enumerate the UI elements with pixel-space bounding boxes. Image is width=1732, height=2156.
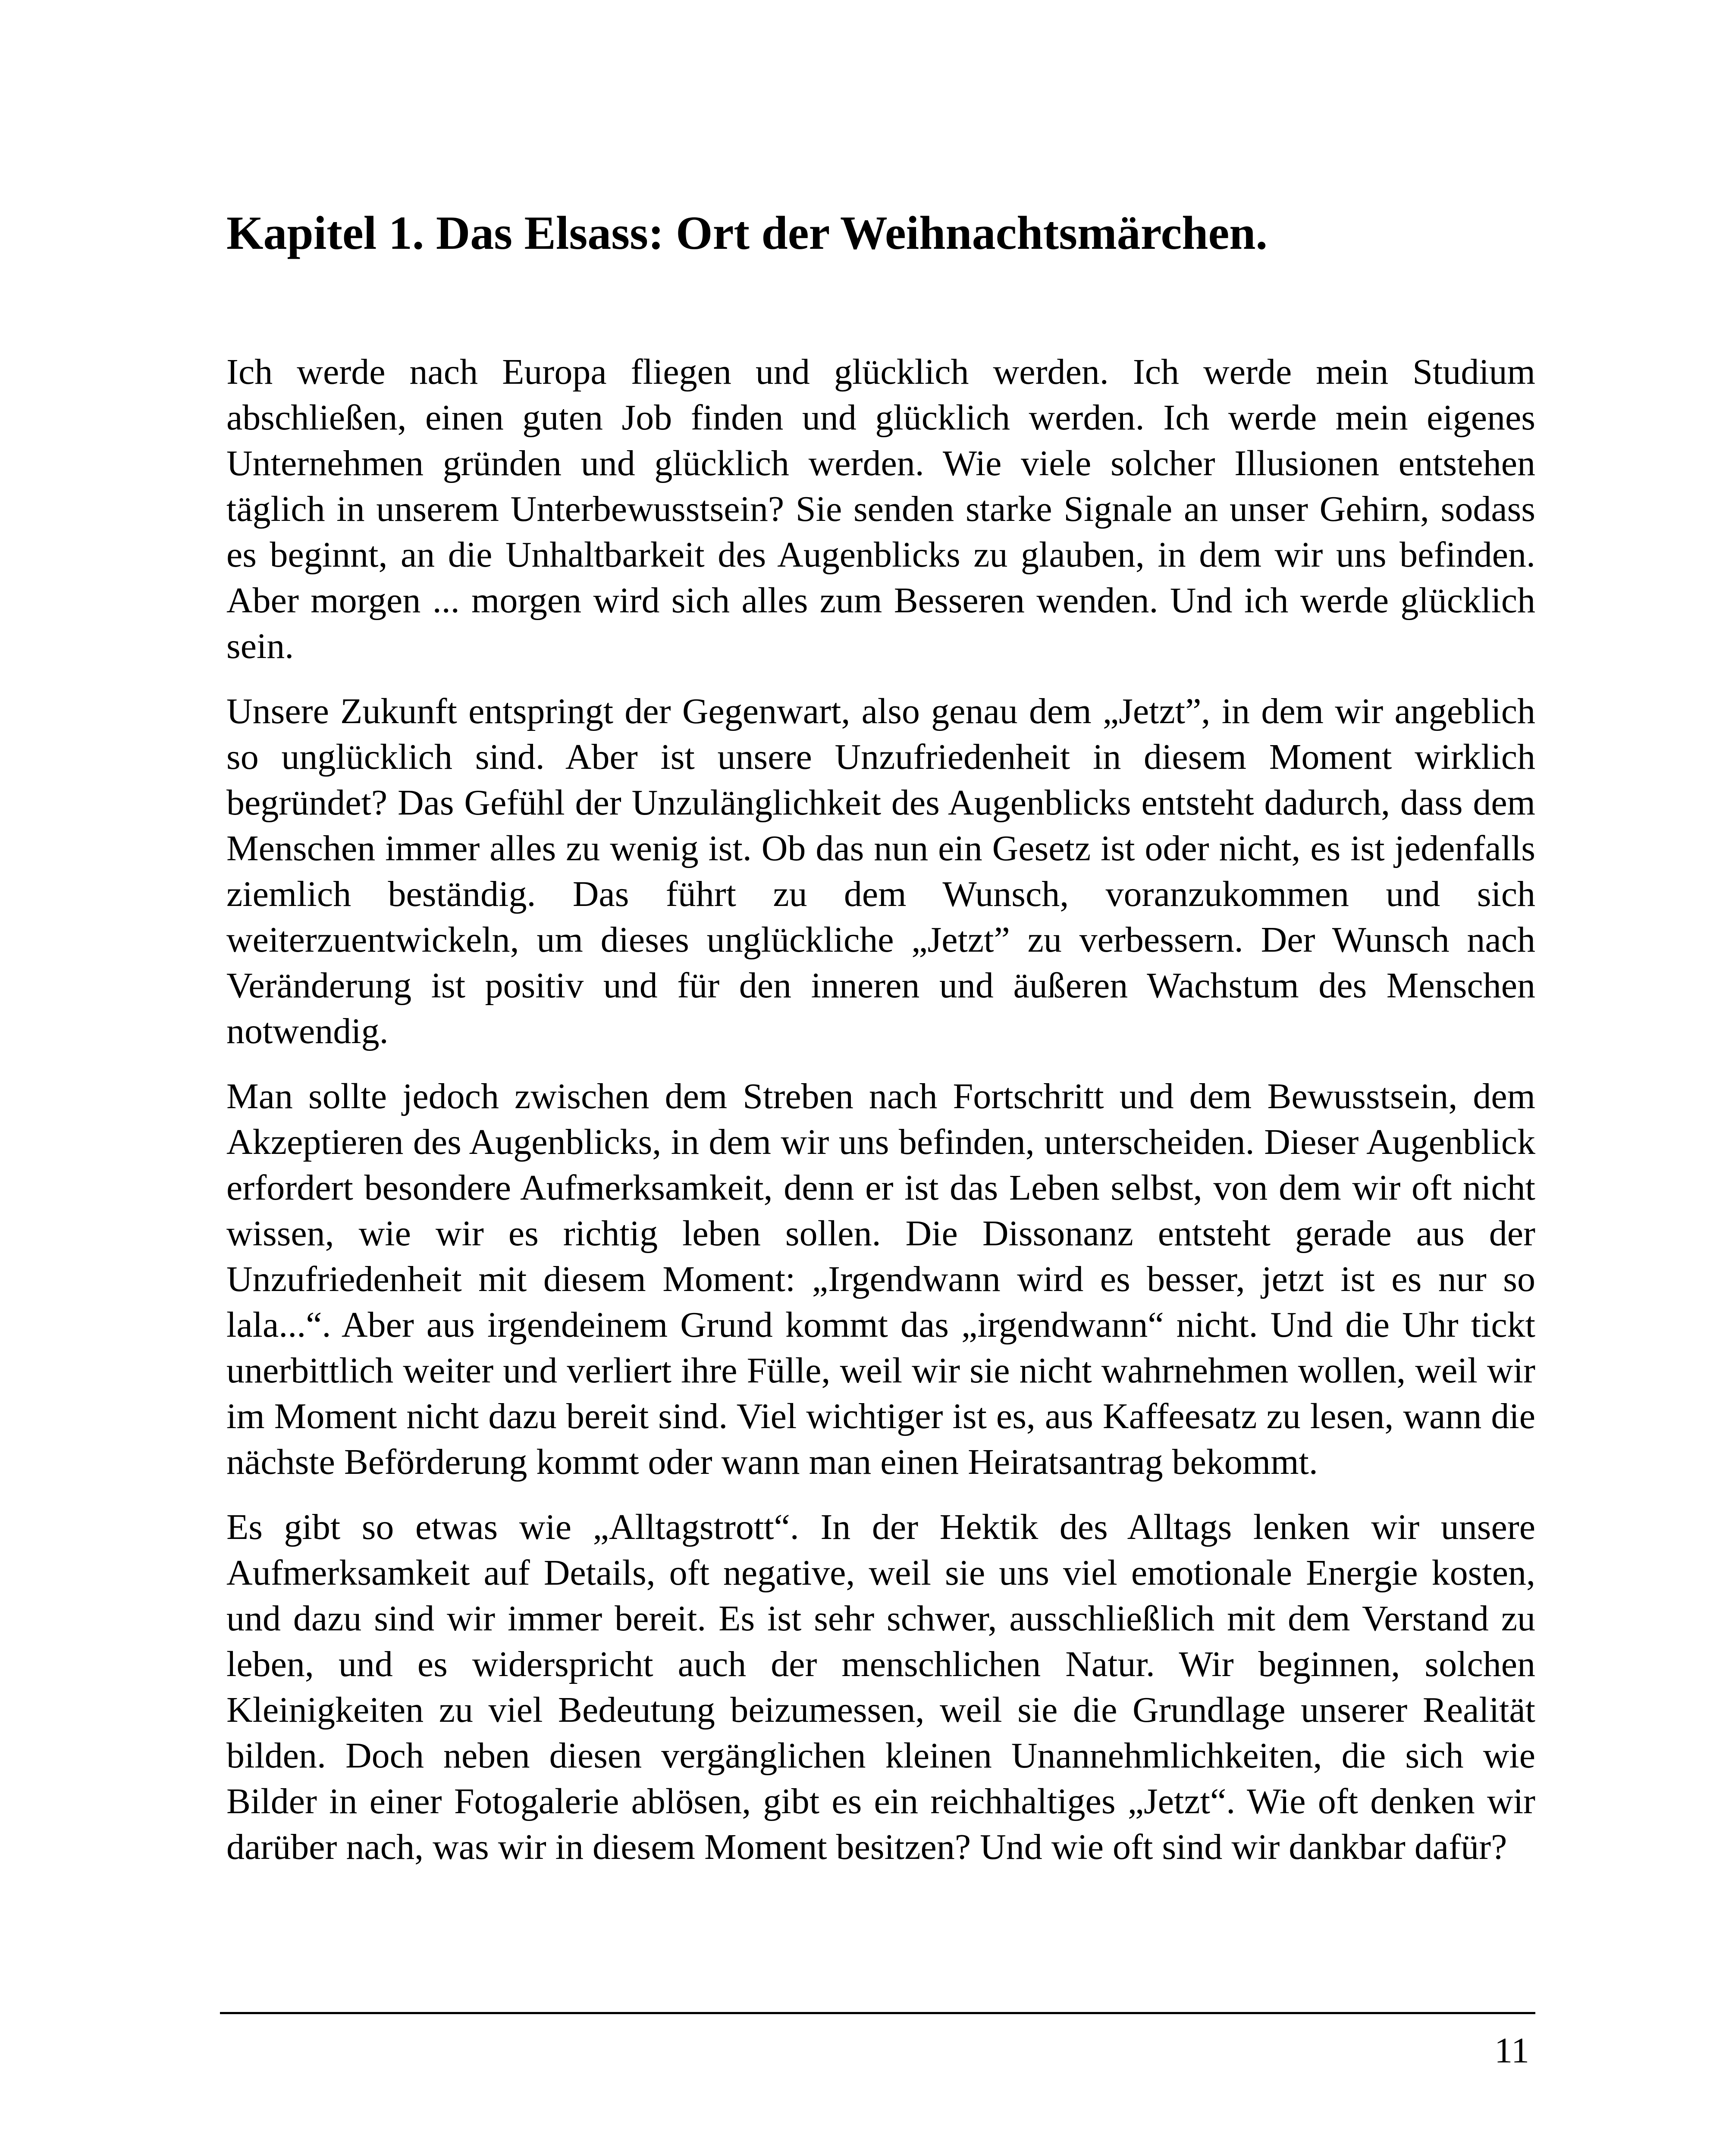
chapter-title: Kapitel 1. Das Elsass: Ort der Weihnachtsmärchen. xyxy=(226,207,1268,259)
paragraph-4: Es gibt so etwas wie „Alltagstrott“. In der Hektik des Alltags lenken wir unsere Aufmerksamkeit auf Details, oft negative, weil sie uns viel emotionale Energie kosten, und dazu sind wir immer bereit. Es ist sehr schwer, ausschließlich mit dem Verstand zu leben, und es widerspricht auch der menschlichen Natur. Wir beginnen, solchen Kleinigkeiten zu viel Bedeutung beizumessen, weil sie die Grundlage unserer Realität bilden. Doch neben diesen vergänglichen kleinen Unannehmlichkeiten, die sich wie Bilder in einer Fotogalerie ablösen, gibt es ein reichhaltiges „Jetzt“. Wie oft denken wir darüber nach, was wir in diesem Moment besitzen? Und wie oft sind wir dankbar dafür? xyxy=(226,1507,1535,1867)
footer-divider xyxy=(220,2012,1535,2014)
page-content xyxy=(226,203,1535,1890)
paragraph-3: Man sollte jedoch zwischen dem Streben nach Fortschritt und dem Bewusstsein, dem Akzeptieren des Augenblicks, in dem wir uns befinden, unterscheiden. Dieser Augenblick erfordert besondere Aufmerksamkeit, denn er ist das Leben selbst, von dem wir oft nicht wissen, wie wir es richtig leben sollen. Die Dissonanz entsteht gerade aus der Unzufriedenheit mit diesem Moment: „Irgendwann wird es besser, jetzt ist es nur so lala...“. Aber aus irgendeinem Grund kommt das „irgendwann“ nicht. Und die Uhr tickt unerbittlich weiter und verliert ihre Fülle, weil wir sie nicht wahrnehmen wollen, weil wir im Moment nicht dazu bereit sind. Viel wichtiger ist es, aus Kaffeesatz zu lesen, wann die nächste Beförderung kommt oder wann man einen Heiratsantrag bekommt. xyxy=(226,1076,1535,1482)
paragraph-1: Ich werde nach Europa fliegen und glücklich werden. Ich werde mein Studium abschließen, einen guten Job finden und glücklich werden. Ich werde mein eigenes Unternehmen gründen und glücklich werden. Wie viele solcher Illusionen entstehen täglich in unserem Unterbewusstsein? Sie senden starke Signale an unser Gehirn, sodass es beginnt, an die Unhaltbarkeit des Augenblicks zu glauben, in dem wir uns befinden. Aber morgen ... morgen wird sich alles zum Besseren wenden. Und ich werde glücklich sein. xyxy=(226,352,1535,666)
page-number: 11 xyxy=(1494,2031,1529,2071)
paragraph-2: Unsere Zukunft entspringt der Gegenwart, also genau dem „Jetzt”, in dem wir angeblich so unglücklich sind. Aber ist unsere Unzufriedenheit in diesem Moment wirklich begründet? Das Gefühl der Unzulänglichkeit des Augenblicks entsteht dadurch, dass dem Menschen immer alles zu wenig ist. Ob das nun ein Gesetz ist oder nicht, es ist jedenfalls ziemlich beständig. Das führt zu dem Wunsch, voranzukommen und sich weiterzuentwickeln, um dieses unglückliche „Jetzt” zu verbessern. Der Wunsch nach Veränderung ist positiv und für den inneren und äußeren Wachstum des Menschen notwendig. xyxy=(226,691,1535,1051)
body-text xyxy=(226,349,1535,1870)
